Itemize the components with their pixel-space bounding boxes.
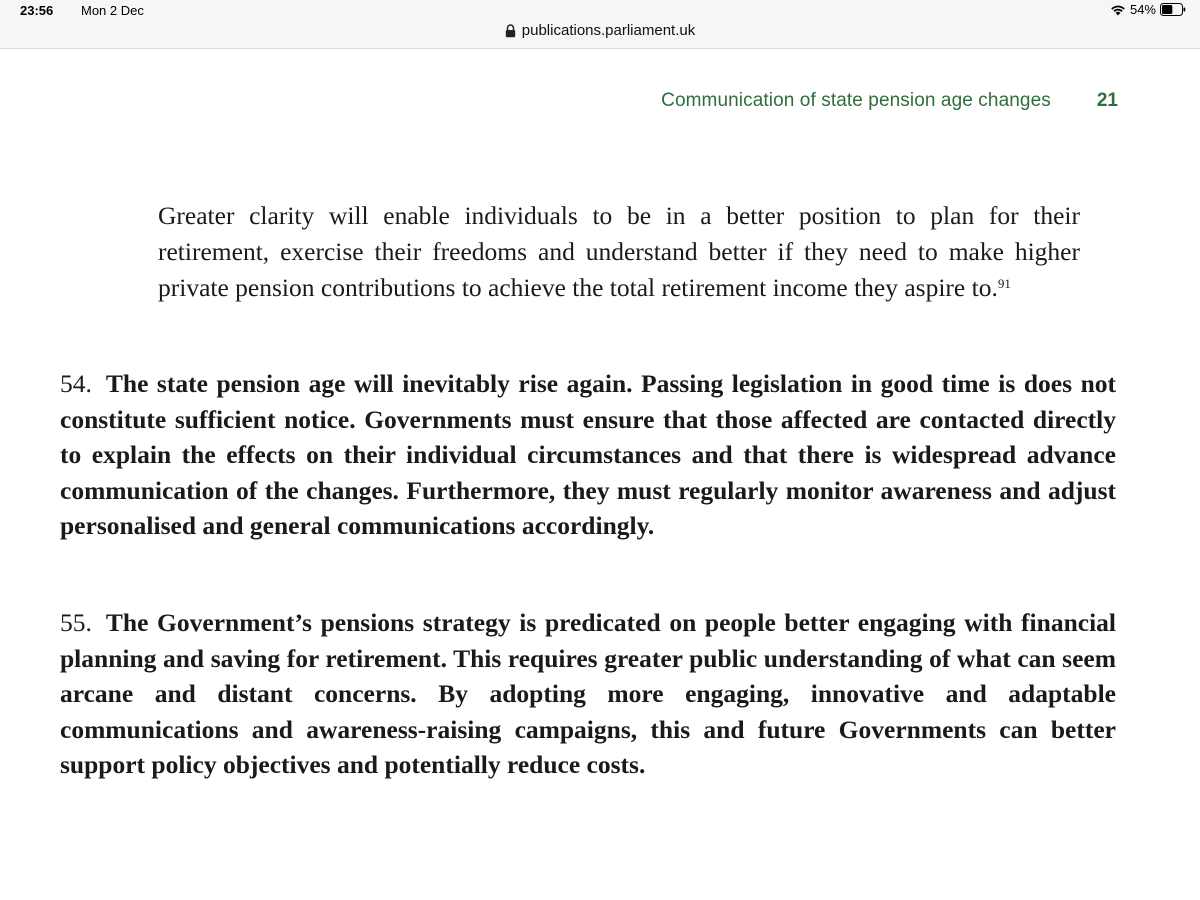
- quote-text: Greater clarity will enable individuals to be in a better position to plan for their retirement, exercise their freedoms and understand better if they need to make higher private pension contributions to achieve the total retirement income they aspire to.: [158, 201, 1080, 302]
- status-time: 23:56: [20, 3, 54, 18]
- page-number: 21: [1096, 90, 1118, 111]
- footnote-marker[interactable]: 91: [997, 276, 1011, 291]
- wifi-icon: [1110, 4, 1126, 16]
- paragraph-number: 55.: [60, 608, 92, 637]
- url-text[interactable]: publications.parliament.uk: [521, 22, 696, 39]
- status-date: Mon 2 Dec: [81, 3, 144, 18]
- address-bar[interactable]: [0, 22, 1200, 39]
- battery-percent: 54%: [1129, 2, 1156, 17]
- paragraph-number: 54.: [60, 369, 92, 398]
- running-header: [661, 90, 1118, 112]
- paragraph-55: [60, 605, 1116, 783]
- browser-chrome: [0, 0, 1200, 49]
- running-header-title: Communication of state pension age changes: [661, 90, 1051, 111]
- paragraph-text: The Government’s pensions strategy is predicated on people better engaging with financial planning and saving for retirement. This requires greater public understanding of what can seem arcane and distant concerns. By adopting more engaging, innovative and adaptable communications and awareness-raising campaigns, this and future Governments can better support policy objectives and potentially reduce costs.: [60, 608, 1116, 780]
- battery-icon: [1160, 3, 1186, 16]
- status-indicators: [1110, 2, 1186, 17]
- block-quote: [158, 198, 1080, 306]
- paragraph-54: [60, 366, 1116, 544]
- paragraph-text: The state pension age will inevitably rise again. Passing legislation in good time is does not constitute sufficient notice. Governments must ensure that those affected are contacted directly to explain the effects on their individual circumstances and that there is widespread advance communication of the changes. Furthermore, they must regularly monitor awareness and adjust personalised and general communications accordingly.: [60, 369, 1116, 541]
- lock-icon: [505, 24, 516, 38]
